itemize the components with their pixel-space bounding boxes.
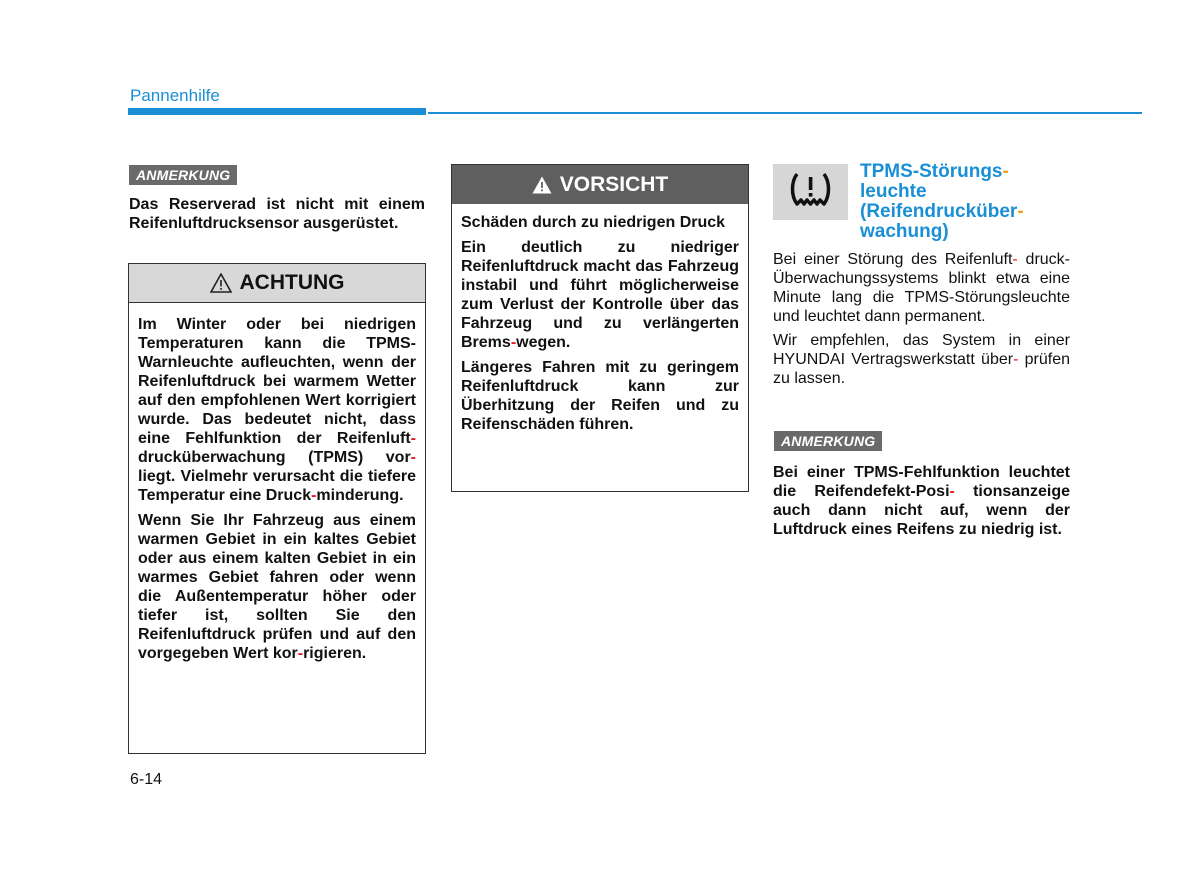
header-rule-thin (428, 112, 1142, 114)
warning-triangle-filled-icon (532, 176, 552, 194)
tpms-paragraph-1: Bei einer Störung des Reifenluft- druck-Überwachungssystems blinkt etwa eine Minute lang die TPMS-Störungsleuchte und leuchtet dann permanent. (773, 251, 1070, 325)
caution-body-vorsicht (452, 204, 748, 444)
warning-triangle-outline-icon (210, 273, 232, 293)
caution-paragraph-1: Im Winter oder bei niedrigen Temperaturen kann die TPMS-Warnleuchte aufleuchten, wenn der Reifenluftdruck bei warmem Wetter auf den empfohlenen Wert korrigiert wurde. Das bedeutet nicht, dass eine Fehlfunktion der Reifenluft-drucküberwachung (TPMS) vor-liegt. Vielmehr verursacht die tiefere Temperatur eine Druck-minderung. (138, 316, 416, 504)
vorsicht-paragraph-1: Schäden durch zu niedrigen Druck (461, 214, 726, 231)
caution-title-achtung: ACHTUNG (239, 271, 345, 294)
vorsicht-paragraph-3: Längeres Fahren mit zu geringem Reifenluftdruck kann zur Überhitzung der Reifen und zu Reifenschäden führen. (461, 359, 739, 433)
caution-title-vorsicht: VORSICHT (559, 172, 669, 196)
tpms-paragraph-2: Wir empfehlen, das System in einer HYUNDAI Vertragswerkstatt über- prüfen zu lassen. (773, 332, 1070, 387)
header-rule-thick (128, 108, 426, 115)
caution-paragraph-2: Wenn Sie Ihr Fahrzeug aus einem warmen Gebiet in ein kaltes Gebiet oder aus einem kalten Gebiet in ein warmes Gebiet fahren oder wenn die Außentemperatur höher oder tiefer ist, sollten Sie den Reifenluftdruck prüfen und auf den vorgegeben Wert kor-rigieren. (138, 512, 416, 662)
caution-box-vorsicht (451, 164, 749, 492)
note-badge-right: ANMERKUNG (774, 431, 882, 451)
note-badge-left: ANMERKUNG (129, 165, 237, 185)
tpms-indicator-box (773, 164, 848, 220)
caution-header-achtung (129, 264, 425, 303)
caution-header-vorsicht (452, 165, 748, 204)
note-paragraph-right: Bei einer TPMS-Fehlfunktion leuchtet die Reifendefekt-Posi- tionsanzeige auch dann nicht auf, wenn der Luftdruck eines Reifens zu niedrig ist. (773, 464, 1070, 538)
caution-box-achtung (128, 263, 426, 754)
tpms-description (773, 250, 1070, 388)
page-number: 6-14 (130, 771, 163, 788)
section-title: Pannenhilfe (130, 86, 220, 105)
tpms-heading: TPMS-Störungs- leuchte (Reifendrucküber- wachung) (860, 161, 1024, 242)
caution-body-achtung (129, 303, 425, 673)
vorsicht-paragraph-2: Ein deutlich zu niedriger Reifenluftdruck macht das Fahrzeug instabil und führt möglicherweise zum Verlust der Kontrolle über das Fahrzeug und zu verlängerten Brems-wegen. (461, 239, 739, 351)
tpms-warning-icon (773, 164, 848, 220)
note-text-left (129, 195, 425, 233)
note-text-right (773, 463, 1070, 539)
note-paragraph-left: Das Reserverad ist nicht mit einem Reifenluftdrucksensor ausgerüstet. (129, 196, 425, 232)
